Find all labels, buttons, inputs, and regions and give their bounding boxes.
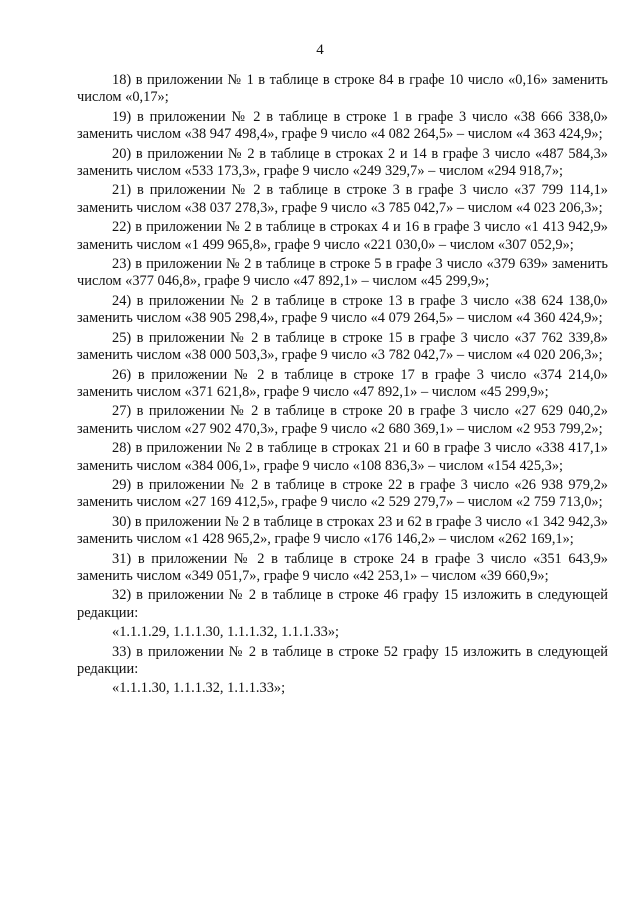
amendment-item-30: 30) в приложении № 2 в таблице в строках 23 и 62 в графе 3 число «1 342 942,3» заменить числом «1 428 965,2», графе 9 число «176 146,2» – числом «262 169,1»;: [77, 513, 608, 548]
amendment-item-20: 20) в приложении № 2 в таблице в строках 2 и 14 в графе 3 число «487 584,3» заменить числом «533 173,3», графе 9 число «249 329,7» – числом «294 918,7»;: [77, 145, 608, 180]
amendment-item-23: 23) в приложении № 2 в таблице в строке 5 в графе 3 число «379 639» заменить числом «377 046,8», графе 9 число «47 892,1» – числом «45 299,9»;: [77, 256, 608, 290]
amendment-item-27: 27) в приложении № 2 в таблице в строке 20 в графе 3 число «27 629 040,2» заменить числом «27 902 470,3», графе 9 число «2 680 369,1» – числом «2 953 799,2»;: [77, 403, 608, 437]
amendment-item-26: 26) в приложении № 2 в таблице в строке 17 в графе 3 число «374 214,0» заменить числом «371 621,8», графе 9 число «47 892,1» – числом «45 299,9»;: [77, 366, 608, 400]
amendment-item-24: 24) в приложении № 2 в таблице в строке 13 в графе 3 число «38 624 138,0» заменить числом «38 905 298,4», графе 9 число «4 079 264,5» – числом «4 360 424,9»;: [77, 292, 608, 327]
amendment-item-32: 32) в приложении № 2 в таблице в строке 46 графу 15 изложить в следующей редакции:: [77, 587, 608, 621]
amendment-item-25: 25) в приложении № 2 в таблице в строке 15 в графе 3 число «37 762 339,8» заменить числом «38 000 503,3», графе 9 число «3 782 042,7» – числом «4 020 206,3»;: [77, 329, 608, 364]
amendment-item-33: 33) в приложении № 2 в таблице в строке 52 графу 15 изложить в следующей редакции:: [77, 643, 608, 677]
amendment-item-31: 31) в приложении № 2 в таблице в строке 24 в графе 3 число «351 643,9» заменить числом «349 051,7», графе 9 число «42 253,1» – числом «39 660,9»;: [77, 550, 608, 584]
amendment-item-29: 29) в приложении № 2 в таблице в строке 22 в графе 3 число «26 938 979,2» заменить числом «27 169 412,5», графе 9 число «2 529 279,7» – числом «2 759 713,0»;: [77, 476, 608, 511]
amendment-item-21: 21) в приложении № 2 в таблице в строке 3 в графе 3 число «37 799 114,1» заменить числом «38 037 278,3», графе 9 число «3 785 042,7» – числом «4 023 206,3»;: [77, 182, 608, 216]
amendment-item-32-quote: «1.1.1.29, 1.1.1.30, 1.1.1.32, 1.1.1.33»;: [112, 624, 340, 641]
amendment-item-18: 18) в приложении № 1 в таблице в строке 84 в графе 10 число «0,16» заменить числом «0,17»;: [77, 72, 608, 106]
amendment-item-19: 19) в приложении № 2 в таблице в строке 1 в графе 3 число «38 666 338,0» заменить числом «38 947 498,4», графе 9 число «4 082 264,5» – числом «4 363 424,9»;: [77, 108, 608, 143]
amendment-item-22: 22) в приложении № 2 в таблице в строках 4 и 16 в графе 3 число «1 413 942,9» заменить числом «1 499 965,8», графе 9 число «221 030,0» – числом «307 052,9»;: [77, 219, 608, 253]
amendment-item-28: 28) в приложении № 2 в таблице в строках 21 и 60 в графе 3 число «338 417,1» заменить числом «384 006,1», графе 9 число «108 836,3» – числом «154 425,3»;: [77, 440, 608, 474]
document-body: [77, 72, 608, 700]
amendment-item-33-quote: «1.1.1.30, 1.1.1.32, 1.1.1.33»;: [112, 680, 286, 697]
page-number: 4: [316, 42, 324, 58]
